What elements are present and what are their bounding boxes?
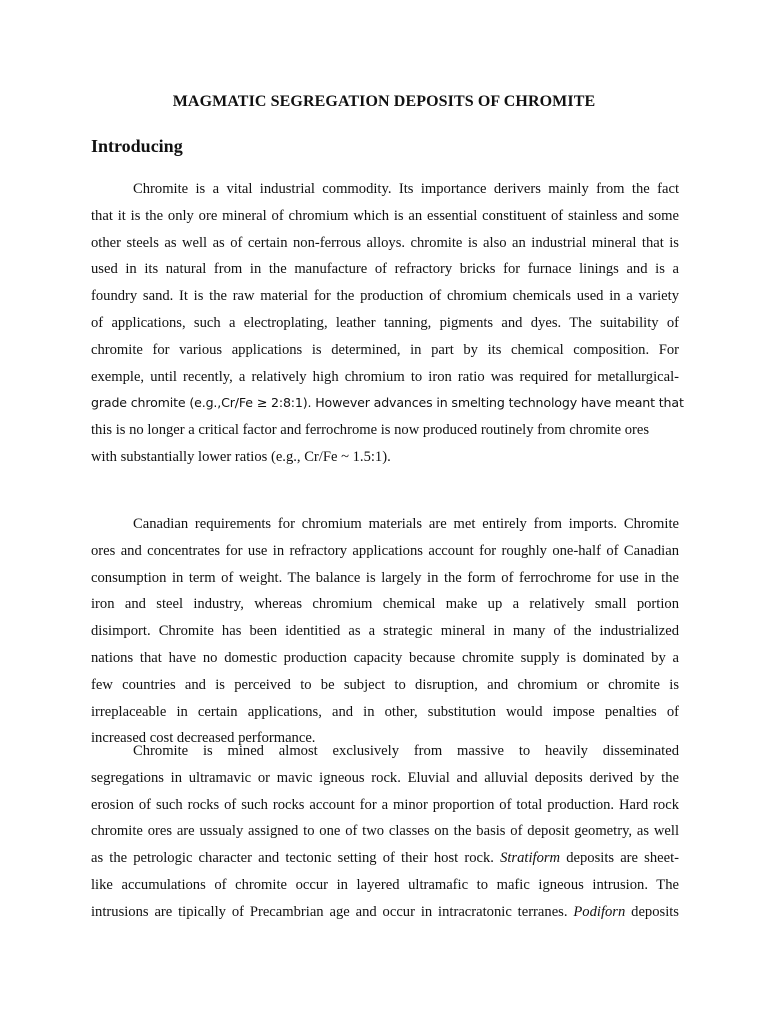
paragraph-line: iron and steel industry, whereas chromium chemical make up a relatively small portion	[91, 596, 679, 613]
paragraph-line: irreplaceable in certain applications, and in other, substitution would impose penalties of	[91, 703, 679, 720]
paragraph-line	[91, 845, 679, 872]
paragraph-line: segregations in ultramavic or mavic igneous rock. Eluvial and alluvial deposits derived by the	[91, 769, 679, 786]
paragraph-mining	[91, 738, 679, 926]
italic-term-podiforn: Podiforn	[573, 903, 626, 920]
paragraph-line: other steels as well as of certain non-ferrous alloys. chromite is also an industrial mineral that is	[91, 234, 679, 251]
paragraph-canadian-requirements	[91, 511, 679, 752]
paragraph-intro	[91, 176, 684, 471]
paragraph-line: erosion of such rocks of such rocks account for a minor proportion of total production. Hard rock	[91, 796, 679, 813]
paragraph-line: with substantially lower ratios (e.g., Cr/Fe ~ 1.5:1).	[91, 448, 391, 465]
paragraph-line: that it is the only ore mineral of chromium which is an essential constituent of stainless and some	[91, 207, 679, 224]
paragraph-line: exemple, until recently, a relatively high chromium to iron ratio was required for metallurgical-	[91, 368, 679, 385]
paragraph-line: Chromite is mined almost exclusively from massive to heavily disseminated	[133, 743, 679, 759]
paragraph-line: increased cost decreased performance.	[91, 730, 316, 747]
line-text: deposits are sheet-	[566, 850, 679, 867]
paragraph-line: few countries and is perceived to be subject to disruption, and chromium or chromite is	[91, 676, 679, 693]
paragraph-line	[91, 899, 679, 926]
line-text: deposits	[631, 903, 679, 920]
paragraph-line: disimport. Chromite has been identitied as a strategic mineral in many of the industrialized	[91, 623, 679, 640]
paragraph-line: used in its natural from in the manufacture of refractory bricks for furnace linings and is a	[91, 261, 679, 278]
line-text: intrusions are tipically of Precambrian age and occur in intracratonic terranes.	[91, 903, 568, 920]
paragraph-line: chromite ores are ussualy assigned to one of two classes on the basis of deposit geometry, as well	[91, 823, 679, 840]
italic-term-stratiform: Stratiform	[500, 850, 561, 867]
page-title: MAGMATIC SEGREGATION DEPOSITS OF CHROMITE	[172, 93, 596, 110]
paragraph-line: like accumulations of chromite occur in layered ultramafic to mafic igneous intrusion. The	[91, 876, 679, 893]
paragraph-line: chromite for various applications is determined, in part by its chemical composition. For	[91, 341, 679, 358]
paragraph-line: consumption in term of weight. The balance is largely in the form of ferrochrome for use in the	[91, 569, 679, 586]
paragraph-line: ores and concentrates for use in refractory applications account for roughly one-half of Canadian	[91, 542, 679, 559]
paragraph-line: Canadian requirements for chromium materials are met entirely from imports. Chromite	[133, 516, 679, 532]
paragraph-line: Chromite is a vital industrial commodity. Its importance derivers mainly from the fact	[133, 181, 679, 197]
paragraph-line: of applications, such a electroplating, leather tanning, pigments and dyes. The suitability of	[91, 314, 679, 331]
section-heading: Introducing	[91, 136, 183, 156]
paragraph-line: foundry sand. It is the raw material for the production of chromium chemicals used in a variety	[91, 288, 679, 305]
line-text: as the petrologic character and tectonic setting of their host rock.	[91, 850, 494, 867]
paragraph-line: this is no longer a critical factor and ferrochrome is now produced routinely from chromite ores	[91, 422, 650, 439]
paragraph-line: nations that have no domestic production capacity because chromite supply is dominated by a	[91, 649, 679, 666]
paragraph-line: grade chromite (e.g.,Cr/Fe ≥ 2:8:1). However advances in smelting technology have meant that	[91, 395, 684, 411]
